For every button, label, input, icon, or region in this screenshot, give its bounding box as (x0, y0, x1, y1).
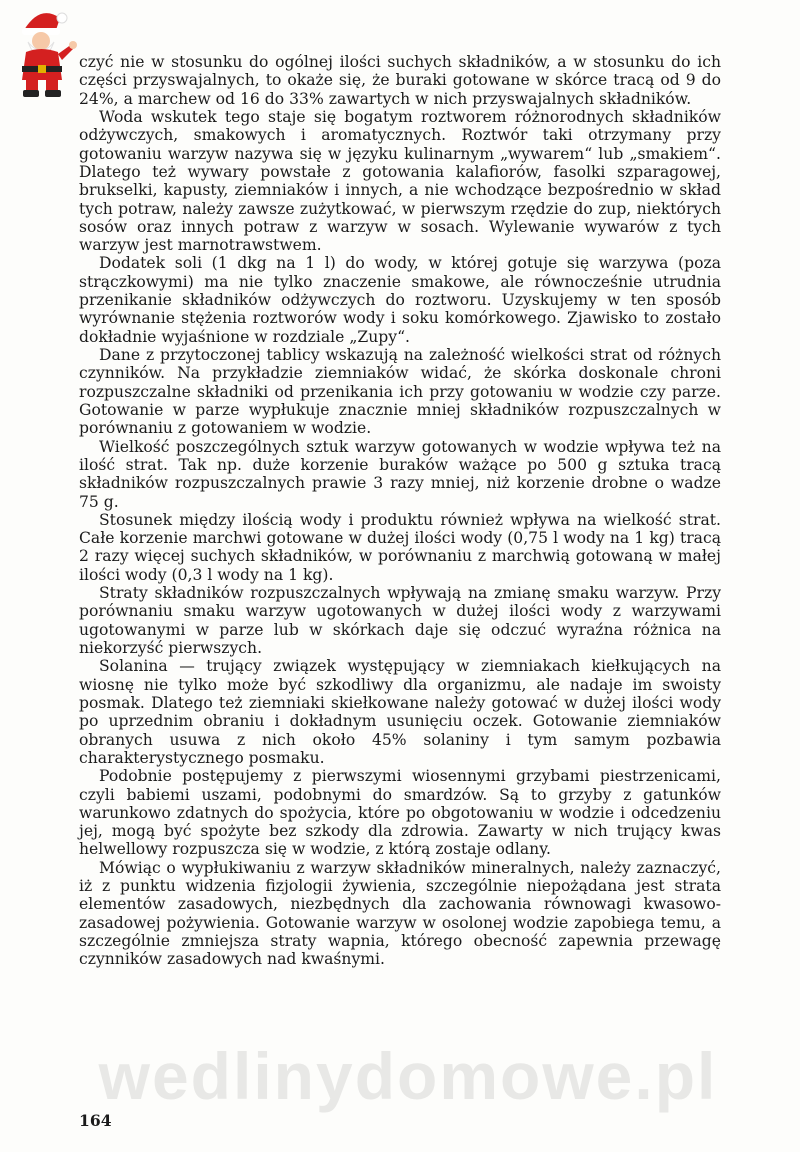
paragraph: Wielkość poszczególnych sztuk warzyw gotowanych w wodzie wpływa też na ilość strat. Tak np. duże korzenie buraków ważące po 500 g sztuka tracą składników rozpuszczalnych prawie 3 razy mniej, niż korzenie drobne o wadze 75 g. (79, 437, 721, 511)
santa-claus-icon (10, 6, 78, 98)
page-number: 164 (79, 1111, 112, 1130)
paragraph: Stosunek między ilością wody i produktu również wpływa na wielkość strat. Całe korzenie marchwi gotowane w dużej ilości wody (0,75 l wody na 1 kg) tracą 2 razy więcej suchych składników, w porównaniu z marchwią gotowaną w małej ilości wody (0,3 l wody na 1 kg). (79, 510, 721, 584)
paragraph: Dodatek soli (1 dkg na 1 l) do wody, w której gotuje się warzywa (poza strączkowymi) ma nie tylko znaczenie smakowe, ale równocześnie utrudnia przenikanie składników odżywczych do roztworu. Uzyskujemy w ten sposób wyrównanie stężenia roztworów wody i soku komórkowego. Zjawisko to zostało dokładnie wyjaśnione w rozdziale „Zupy“. (79, 254, 721, 346)
paragraph: Solanina — trujący związek występujący w ziemniakach kiełkujących na wiosnę nie tylko może być szkodliwy dla organizmu, ale nadaje im swoisty posmak. Dlatego też ziemniaki skiełkowane należy gotować w dużej ilości wody po uprzednim obraniu i dokładnym usunięciu oczek. Gotowanie ziemniaków obranych usuwa z nich około 45% solaniny i tym samym pozbawia charakterystycznego posmaku. (79, 657, 721, 767)
watermark: wedlinydomowe.pl (98, 1039, 718, 1113)
page-body (79, 53, 721, 969)
paragraph: Woda wskutek tego staje się bogatym roztworem różnorodnych składników odżywczych, smakowych i aromatycznych. Roztwór taki otrzymany przy gotowaniu warzyw nazywa się w języku kulinarnym „wywarem“ lub „smakiem“. Dlatego też wywary powstałe z gotowania kalafiorów, fasolki szparagowej, brukselki, kapusty, ziemniaków i innych, a nie wchodzące bezpośrednio w skład tych potraw, należy zawsze zużytkować, w pierwszym rzędzie do zup, niektórych sosów oraz innych potraw z warzyw w sosach. Wylewanie wywarów z tych warzyw jest marnotrawstwem. (79, 107, 721, 255)
paragraph: Mówiąc o wypłukiwaniu z warzyw składników mineralnych, należy zaznaczyć, iż z punktu widzenia fizjologii żywienia, szczególnie niepożądana jest strata elementów zasadowych, niezbędnych dla zachowania równowagi kwasowo-zasadowej pożywienia. Gotowanie warzyw w osolonej wodzie zapobiega temu, a szczególnie zmniejsza straty wapnia, którego obecność zapewnia przewagę czynników zasadowych nad kwaśnymi. (79, 858, 721, 969)
paragraph: Podobnie postępujemy z pierwszymi wiosennymi grzybami piestrzenicami, czyli babiemi uszami, podobnymi do smardzów. Są to grzyby z gatunków warunkowo zdatnych do spożycia, które po obgotowaniu w wodzie i odcedzeniu jej, mogą być spożyte bez szkody dla zdrowia. Zawarty w nich trujący kwas helwellowy rozpuszcza się w wodzie, z którą zostaje odlany. (79, 767, 721, 859)
paragraph: Dane z przytoczonej tablicy wskazują na zależność wielkości strat od różnych czynników. Na przykładzie ziemniaków widać, że skórka doskonale chroni rozpuszczalne składniki od przenikania ich przy gotowaniu w wodzie czy parze. Gotowanie w parze wypłukuje znacznie mniej składników rozpuszczalnych w porównaniu z gotowaniem w wodzie. (79, 346, 721, 438)
paragraph: Straty składników rozpuszczalnych wpływają na zmianę smaku warzyw. Przy porównaniu smaku warzyw ugotowanych w dużej ilości wody z warzywami ugotowanymi w parze lub w skórkach daje się odczuć wyraźna różnica na niekorzyść pierwszych. (79, 584, 721, 657)
paragraph: czyć nie w stosunku do ogólnej ilości suchych składników, a w stosunku do ich części przyswajalnych, to okaże się, że buraki gotowane w skórce tracą od 9 do 24%, a marchew od 16 do 33% zawartych w nich przyswajalnych składników. (79, 53, 721, 108)
